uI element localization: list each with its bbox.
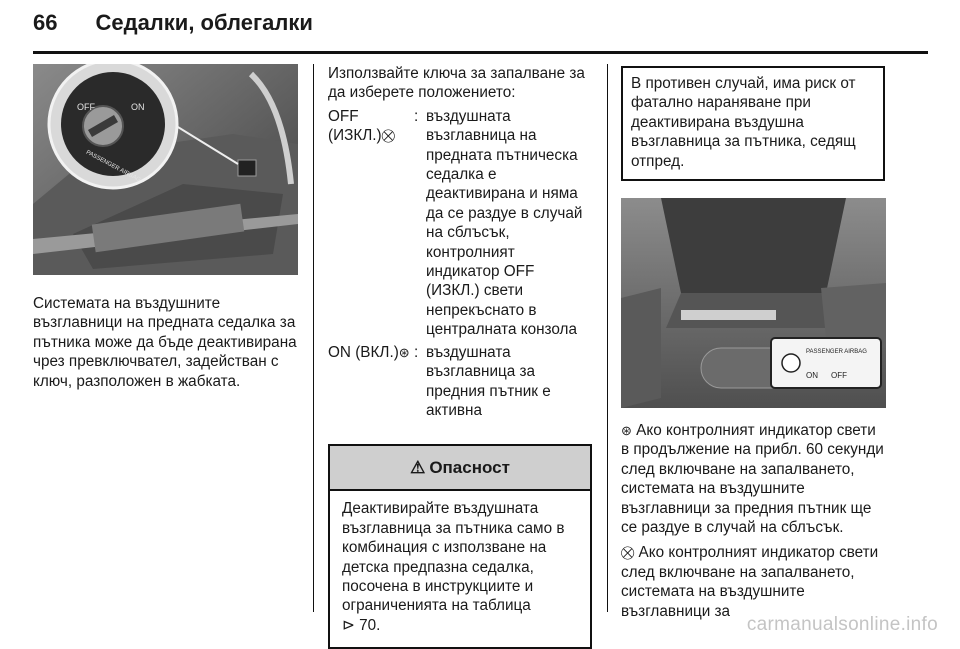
switch-off-label: OFF	[77, 102, 95, 112]
danger-header	[330, 446, 590, 491]
airbag-off-icon: ⛒	[621, 545, 635, 561]
column-divider	[607, 64, 608, 612]
column-middle	[328, 64, 592, 634]
watermark: carmanualsonline.info	[746, 614, 938, 635]
column-right	[621, 64, 885, 620]
switch-on-label: ON	[131, 102, 145, 112]
airbag-on-icon: ⊛	[621, 423, 632, 439]
column-divider	[313, 64, 314, 612]
page-header	[33, 10, 313, 36]
definition-separator: :	[414, 343, 419, 361]
danger-page-ref: 70.	[359, 616, 381, 634]
danger-box	[328, 444, 592, 649]
definition-off	[328, 107, 592, 340]
switch-caption: Системата на въздушните възглавници на предната седалка за пътника може да бъде деактивирана чрез превключвател, задействан с ключ, разположен в жабката.	[33, 295, 297, 390]
glovebox-switch-photo	[33, 64, 298, 275]
console-off-label: OFF	[831, 371, 847, 381]
term-off: OFF (ИЗКЛ.)	[328, 107, 382, 145]
warning-text: В противен случай, има риск от фатално нараняване при деактивирана въздушна възглавница за пътника, седящ отпред.	[631, 75, 856, 170]
definition-on	[328, 343, 592, 421]
danger-text: Деактивирайте въздушната възглавница за пътника само в комбинация с използване на детска предпазна седалка, посочена в инструкциите и ограниченията на таблица	[342, 500, 565, 615]
page-number: 66	[33, 10, 58, 35]
column-left	[33, 64, 298, 614]
indicator-off-paragraph: ⛒ Ако контролният индикатор свети след включване на запалването, системата на въздушните възглавници за	[621, 544, 879, 620]
overhead-console-photo	[621, 198, 886, 408]
term-on: ON (ВКЛ.)	[328, 343, 399, 361]
reference-arrow-icon: ⊳	[342, 616, 360, 634]
switch-passenger-airbag-label: PASSENGER AIRBAG	[84, 149, 142, 184]
indicator-on-paragraph: ⊛ Ако контролният индикатор свети в продължение на прибл. 60 секунди след включване на запалването, системата на въздушните възглавници за предния пътник ще се раздуе в случай на сблъсък.	[621, 422, 884, 537]
warning-triangle-icon: ⚠	[410, 457, 426, 477]
danger-title: Опасност	[429, 457, 510, 477]
airbag-off-icon: ⛒	[381, 128, 395, 144]
header-rule	[33, 51, 928, 54]
page-title: Седалки, облегалки	[95, 10, 313, 35]
definition-off-text: въздушната възглавница на предната пътническа седалка е деактивирана и няма да се раздуе в случай на сблъсък, контролният индикатор OFF (ИЗКЛ.) свети непрекъснато в централната конзола	[426, 107, 583, 339]
definition-separator: :	[414, 107, 419, 125]
warning-continuation-box	[621, 66, 885, 181]
intro-text: Използвайте ключа за запалване за да изберете положението:	[328, 65, 585, 102]
definition-on-text: въздушната възглавница за предния пътник е активна	[426, 343, 551, 419]
airbag-on-icon: ⊛	[398, 344, 410, 360]
console-on-label: ON	[806, 371, 818, 381]
console-passenger-airbag-label: PASSENGER AIRBAG	[806, 349, 867, 356]
